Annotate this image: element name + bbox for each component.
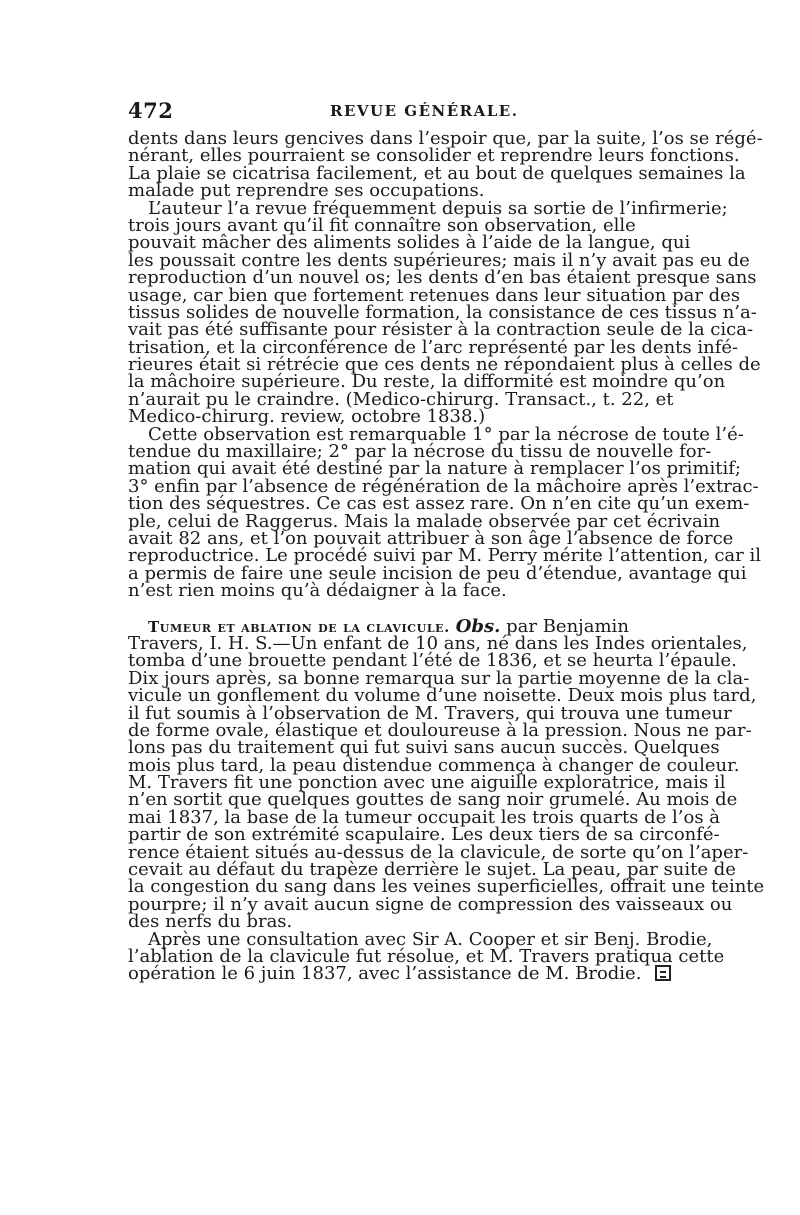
text-line: a permis de faire une seule incision de peu d’étendue, avantage qui [128,562,747,584]
text-line: tion des séquestres. Ce cas est assez rare. On n’en cite qu’un exem- [128,493,750,515]
text-line: l’ablation de la clavicule fut résolue, et M. Travers pratiqua cette [128,945,725,967]
text-line: Après une consultation avec Sir A. Cooper et sir Benj. Brodie, [148,928,713,950]
running-head: REVUE GÉNÉRALE. [330,102,519,120]
text-line: n’est rien moins qu’à dédaigner à la face. [128,580,507,602]
text-line: tissus solides de nouvelle formation, la consistance de ces tissus n’a- [128,301,757,323]
text-line: lons pas du traitement qui fut suivi sans aucun succès. Quelques [128,737,720,759]
text-line: de forme ovale, élastique et douloureuse à la pression. Nous ne par- [128,719,752,741]
text-line: M. Travers fit une ponction avec une aiguille exploratrice, mais il [128,772,726,794]
text-line: Travers, I. H. S.—Un enfant de 10 ans, né dans les Indes orientales, [128,632,748,654]
observation-label: Obs. [455,615,501,637]
text-line: il fut soumis à l’observation de M. Travers, qui trouva une tumeur [128,702,732,724]
text-line-content: opération le 6 juin 1837, avec l’assistance de M. Brodie. [128,963,642,985]
text-line: des nerfs du bras. [128,911,293,933]
text-line: partir de son extrémité scapulaire. Les deux tiers de sa circonfé- [128,824,720,846]
text-line: la congestion du sang dans les veines superficielles, offrait une teinte [128,876,765,898]
text-line: pourpre; il n’y avait aucun signe de compression des vaisseaux ou [128,893,733,915]
text-line: L’auteur l’a revue fréquemment depuis sa sortie de l’infirmerie; [148,197,728,219]
text-line: trisation, et la circonférence de l’arc représenté par les dents infé- [128,336,739,358]
text-line: nérant, elles pourraient se consolider et reprendre leurs fonctions. [128,145,740,167]
text-line: dents dans leurs gencives dans l’espoir que, par la suite, l’os se régé- [128,128,763,149]
text-line: Dix jours après, sa bonne remarqua sur la partie moyenne de la cla- [128,667,750,689]
text-line: Cette observation est remarquable 1° par la nécrose de toute l’é- [148,423,744,445]
text-line: reproduction d’un nouvel os; les dents d’en bas étaient presque sans [128,267,757,289]
text-line: tendue du maxillaire; 2° par la nécrose du tissu de nouvelle for- [128,441,712,463]
text-line: mois plus tard, la peau distendue commença à changer de couleur. [128,754,740,776]
text-line: trois jours avant qu’il fit connaître son observation, elle [128,214,636,236]
page-number: 472 [128,98,174,123]
text-line: avait 82 ans, et l’on pouvait attribuer à son âge l’absence de force [128,527,734,549]
text-line: reproductrice. Le procédé suivi par M. Perry mérite l’attention, car il [128,545,761,567]
text-line: rence étaient situés au-dessus de la clavicule, de sorte qu’on l’aper- [128,841,749,863]
text-line: tomba d’une brouette pendant l’été de 1836, et se heurta l’épaule. [128,650,737,672]
text-line: vicule un gonflement du volume d’une noisette. Deux mois plus tard, [128,685,757,707]
text-line [128,963,688,985]
text-line: n’aurait pu le craindre. (Medico-chirurg. Transact., t. 22, et [128,388,674,410]
text-line: vait pas été suffisante pour résister à la contraction seule de la cica- [128,319,754,341]
page-header [128,98,688,128]
end-mark-icon [655,965,671,981]
text-line: mai 1837, la base de la tumeur occupait les trois quarts de l’os à [128,806,721,828]
text-line: n’en sortit que quelques gouttes de sang noir grumelé. Au mois de [128,789,738,811]
text-line: Medico-chirurg. review, octobre 1838.) [128,406,486,428]
text-line: 3° enfin par l’absence de régénération de la mâchoire après l’extrac- [128,475,759,497]
text-line: pouvait mâcher des aliments solides à l’aide de la langue, qui [128,232,691,254]
text-line: usage, car bien que fortement retenues dans leur situation par des [128,284,741,306]
text-line: cevait au défaut du trapèze derrière le sujet. La peau, par suite de [128,859,736,881]
text-line: ple, celui de Raggerus. Mais la malade observée par cet écrivain [128,510,721,532]
text-line: malade put reprendre ses occupations. [128,180,485,202]
text-line: rieures était si rétrécie que ces dents ne répondaient plus à celles de [128,354,761,376]
body-text [128,128,765,985]
section-title: Tumeur et ablation de la clavicule. [148,617,450,636]
text-line: les poussait contre les dents supérieures; mais il n’y avait pas eu de [128,249,750,271]
text-line: mation qui avait été destiné par la nature à remplacer l’os primitif; [128,458,741,480]
text-line: la mâchoire supérieure. Du reste, la difformité est moindre qu’on [128,371,726,393]
section-heading-rest: par Benjamin [506,615,629,637]
text-line: La plaie se cicatrisa facilement, et au bout de quelques semaines la [128,162,746,184]
